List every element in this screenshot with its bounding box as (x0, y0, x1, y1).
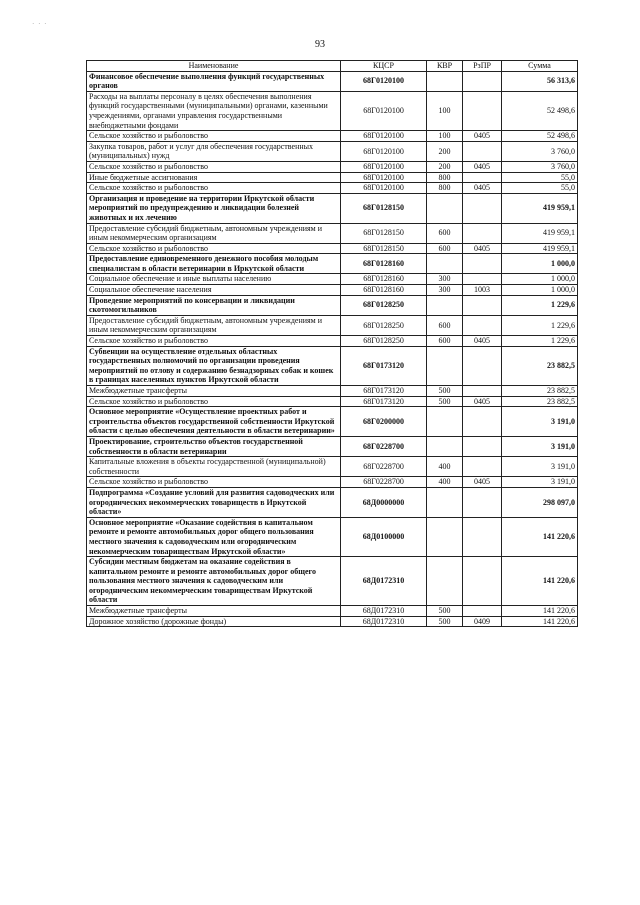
cell-kcsr: 68Г0228700 (341, 436, 427, 456)
cell-rzpr (463, 386, 502, 397)
cell-name: Сельское хозяйство и рыболовство (87, 161, 341, 172)
table-row (87, 557, 578, 606)
table-row (87, 386, 578, 397)
table-row (87, 254, 578, 274)
scan-mark: · · · (32, 20, 48, 28)
cell-name: Сельское хозяйство и рыболовство (87, 477, 341, 488)
cell-kvr: 500 (427, 616, 463, 627)
table-row (87, 161, 578, 172)
cell-summa: 1 229,6 (502, 336, 578, 347)
table-row (87, 457, 578, 477)
cell-kcsr: 68Г0228700 (341, 457, 427, 477)
cell-summa: 52 498,6 (502, 91, 578, 130)
cell-kvr (427, 254, 463, 274)
cell-summa: 141 220,6 (502, 517, 578, 556)
table-row (87, 131, 578, 142)
cell-rzpr (463, 274, 502, 285)
cell-kcsr: 68Г0120100 (341, 71, 427, 91)
cell-name: Проектирование, строительство объектов государственной собственности в области ветеринарии (87, 436, 341, 456)
cell-rzpr (463, 223, 502, 243)
cell-name: Субсидии местным бюджетам на оказание содействия в капитальном ремонте и ремонте автомобильных дорог общего пользования местного значения к садоводческим или огородническим некоммерческим товариществам Иркутской области (87, 557, 341, 606)
cell-summa: 23 882,5 (502, 396, 578, 407)
cell-name: Социальное обеспечение и иные выплаты населению (87, 274, 341, 285)
header-rzpr: РзПР (463, 61, 502, 72)
cell-kvr (427, 295, 463, 315)
cell-rzpr: 1003 (463, 285, 502, 296)
cell-rzpr (463, 172, 502, 183)
cell-name: Субвенции на осуществление отдельных областных государственных полномочий по организации проведения мероприятий по отлову и содержанию безнадзорных собак и кошек в границах населенных пунктов Иркутской области (87, 346, 341, 385)
cell-kcsr: 68Г0128150 (341, 223, 427, 243)
cell-summa: 23 882,5 (502, 346, 578, 385)
table-row (87, 436, 578, 456)
cell-name: Иные бюджетные ассигнования (87, 172, 341, 183)
cell-summa: 1 000,0 (502, 274, 578, 285)
cell-kvr: 800 (427, 172, 463, 183)
cell-summa: 1 229,6 (502, 295, 578, 315)
cell-kcsr: 68Г0173120 (341, 386, 427, 397)
cell-kvr: 200 (427, 161, 463, 172)
cell-rzpr (463, 141, 502, 161)
cell-summa: 419 959,1 (502, 223, 578, 243)
cell-rzpr (463, 407, 502, 437)
cell-name: Предоставление субсидий бюджетным, автономным учреждениям и иным некоммерческим организациям (87, 315, 341, 335)
cell-kvr: 300 (427, 285, 463, 296)
cell-name: Основное мероприятие «Оказание содействия в капитальном ремонте и ремонте автомобильных дорог общего пользования местного значения к садоводческим или огородническим некоммерческим товариществам Иркутской области» (87, 517, 341, 556)
cell-name: Сельское хозяйство и рыболовство (87, 396, 341, 407)
cell-summa: 55,0 (502, 172, 578, 183)
cell-rzpr (463, 71, 502, 91)
cell-name: Организация и проведение на территории Иркутской области мероприятий по предупреждению и ликвидации болезней животных и их лечению (87, 193, 341, 223)
cell-name: Основное мероприятие «Осуществление проектных работ и строительства объектов государственной собственности Иркутской области с целью обеспечения деятельности в области ветеринарии» (87, 407, 341, 437)
table-row (87, 295, 578, 315)
cell-name: Предоставление единовременного денежного пособия молодым специалистам в области ветеринарии в Иркутской области (87, 254, 341, 274)
table-row (87, 336, 578, 347)
page-number: 93 (315, 39, 325, 50)
cell-kcsr: 68Г0173120 (341, 346, 427, 385)
table-row (87, 71, 578, 91)
cell-kcsr: 68Г0120100 (341, 161, 427, 172)
table-row (87, 616, 578, 627)
table-header (87, 61, 578, 72)
cell-kcsr: 68Г0128160 (341, 254, 427, 274)
cell-summa: 3 191,0 (502, 457, 578, 477)
table-row (87, 407, 578, 437)
cell-kcsr: 68Г0128250 (341, 295, 427, 315)
cell-kcsr: 68Д0000000 (341, 487, 427, 517)
cell-name: Расходы на выплаты персоналу в целях обеспечения выполнения функций государственными (муниципальными) органами, казенными учреждениями, органами управления государственными внебюджетными фондами (87, 91, 341, 130)
cell-rzpr (463, 346, 502, 385)
table-body (87, 71, 578, 627)
cell-kvr (427, 193, 463, 223)
table-row (87, 396, 578, 407)
table-row (87, 346, 578, 385)
cell-summa: 3 191,0 (502, 477, 578, 488)
cell-summa: 1 229,6 (502, 315, 578, 335)
header-row (87, 61, 578, 72)
cell-kvr: 100 (427, 91, 463, 130)
header-name: Наименование (87, 61, 341, 72)
cell-rzpr (463, 557, 502, 606)
cell-name: Проведение мероприятий по консервации и ликвидации скотомогильников (87, 295, 341, 315)
cell-summa: 23 882,5 (502, 386, 578, 397)
cell-name: Социальное обеспечение населения (87, 285, 341, 296)
cell-summa: 3 191,0 (502, 407, 578, 437)
cell-rzpr (463, 517, 502, 556)
cell-kcsr: 68Д0172310 (341, 606, 427, 617)
cell-rzpr: 0405 (463, 396, 502, 407)
cell-kcsr: 68Д0100000 (341, 517, 427, 556)
cell-kvr: 500 (427, 386, 463, 397)
cell-kvr: 400 (427, 477, 463, 488)
cell-summa: 141 220,6 (502, 606, 578, 617)
cell-summa: 3 760,0 (502, 141, 578, 161)
cell-rzpr (463, 295, 502, 315)
cell-rzpr (463, 436, 502, 456)
header-kcsr: КЦСР (341, 61, 427, 72)
cell-kvr (427, 487, 463, 517)
cell-name: Межбюджетные трансферты (87, 386, 341, 397)
cell-kcsr: 68Г0128150 (341, 193, 427, 223)
cell-summa: 141 220,6 (502, 616, 578, 627)
cell-kcsr: 68Г0200000 (341, 407, 427, 437)
cell-kvr: 200 (427, 141, 463, 161)
cell-kvr: 600 (427, 315, 463, 335)
table-row (87, 193, 578, 223)
cell-kvr: 600 (427, 336, 463, 347)
cell-kcsr: 68Г0120100 (341, 183, 427, 194)
cell-name: Межбюджетные трансферты (87, 606, 341, 617)
cell-kvr (427, 436, 463, 456)
cell-kvr: 500 (427, 606, 463, 617)
cell-rzpr (463, 457, 502, 477)
cell-kvr: 600 (427, 223, 463, 243)
cell-kcsr: 68Г0173120 (341, 396, 427, 407)
cell-name: Сельское хозяйство и рыболовство (87, 183, 341, 194)
cell-summa: 1 000,0 (502, 285, 578, 296)
cell-summa: 55,0 (502, 183, 578, 194)
cell-kvr (427, 517, 463, 556)
cell-name: Закупка товаров, работ и услуг для обеспечения государственных (муниципальных) нужд (87, 141, 341, 161)
cell-rzpr: 0405 (463, 183, 502, 194)
table-row (87, 285, 578, 296)
table-row (87, 141, 578, 161)
cell-rzpr: 0405 (463, 477, 502, 488)
cell-rzpr: 0405 (463, 131, 502, 142)
cell-rzpr (463, 193, 502, 223)
cell-rzpr (463, 254, 502, 274)
cell-summa: 52 498,6 (502, 131, 578, 142)
cell-summa: 1 000,0 (502, 254, 578, 274)
cell-kvr: 300 (427, 274, 463, 285)
cell-summa: 419 959,1 (502, 193, 578, 223)
cell-summa: 3 191,0 (502, 436, 578, 456)
cell-rzpr (463, 315, 502, 335)
cell-kvr: 800 (427, 183, 463, 194)
cell-name: Подпрограмма «Создание условий для развития садоводческих или огороднических некоммерческих товариществ в Иркутской области» (87, 487, 341, 517)
cell-kcsr: 68Г0120100 (341, 131, 427, 142)
table-row (87, 183, 578, 194)
cell-kvr (427, 407, 463, 437)
cell-rzpr: 0405 (463, 243, 502, 254)
cell-kvr (427, 71, 463, 91)
cell-kvr: 600 (427, 243, 463, 254)
cell-rzpr (463, 91, 502, 130)
cell-rzpr: 0405 (463, 161, 502, 172)
cell-rzpr: 0405 (463, 336, 502, 347)
cell-kcsr: 68Г0120100 (341, 172, 427, 183)
table-row (87, 315, 578, 335)
cell-kcsr: 68Г0128160 (341, 285, 427, 296)
cell-name: Сельское хозяйство и рыболовство (87, 131, 341, 142)
cell-kvr (427, 557, 463, 606)
header-kvr: КВР (427, 61, 463, 72)
table-row (87, 517, 578, 556)
cell-kvr (427, 346, 463, 385)
table-row (87, 223, 578, 243)
cell-name: Сельское хозяйство и рыболовство (87, 336, 341, 347)
cell-summa: 141 220,6 (502, 557, 578, 606)
cell-summa: 3 760,0 (502, 161, 578, 172)
cell-kcsr: 68Д0172310 (341, 616, 427, 627)
budget-table (86, 60, 578, 627)
cell-kcsr: 68Г0128250 (341, 315, 427, 335)
cell-kvr: 500 (427, 396, 463, 407)
cell-kcsr: 68Г0128150 (341, 243, 427, 254)
cell-kcsr: 68Д0172310 (341, 557, 427, 606)
cell-rzpr: 0409 (463, 616, 502, 627)
cell-summa: 419 959,1 (502, 243, 578, 254)
cell-name: Предоставление субсидий бюджетным, автономным учреждениям и иным некоммерческим организациям (87, 223, 341, 243)
cell-name: Капитальные вложения в объекты государственной (муниципальной) собственности (87, 457, 341, 477)
cell-name: Сельское хозяйство и рыболовство (87, 243, 341, 254)
cell-name: Финансовое обеспечение выполнения функций государственных органов (87, 71, 341, 91)
table-row (87, 477, 578, 488)
table-row (87, 274, 578, 285)
cell-name: Дорожное хозяйство (дорожные фонды) (87, 616, 341, 627)
cell-rzpr (463, 606, 502, 617)
cell-rzpr (463, 487, 502, 517)
table-row (87, 172, 578, 183)
cell-kcsr: 68Г0128250 (341, 336, 427, 347)
cell-summa: 56 313,6 (502, 71, 578, 91)
table-row (87, 606, 578, 617)
header-summa: Сумма (502, 61, 578, 72)
cell-summa: 298 097,0 (502, 487, 578, 517)
cell-kvr: 400 (427, 457, 463, 477)
cell-kcsr: 68Г0128160 (341, 274, 427, 285)
cell-kcsr: 68Г0120100 (341, 141, 427, 161)
cell-kvr: 100 (427, 131, 463, 142)
cell-kcsr: 68Г0120100 (341, 91, 427, 130)
cell-kcsr: 68Г0228700 (341, 477, 427, 488)
table-row (87, 243, 578, 254)
table-row (87, 91, 578, 130)
table-row (87, 487, 578, 517)
